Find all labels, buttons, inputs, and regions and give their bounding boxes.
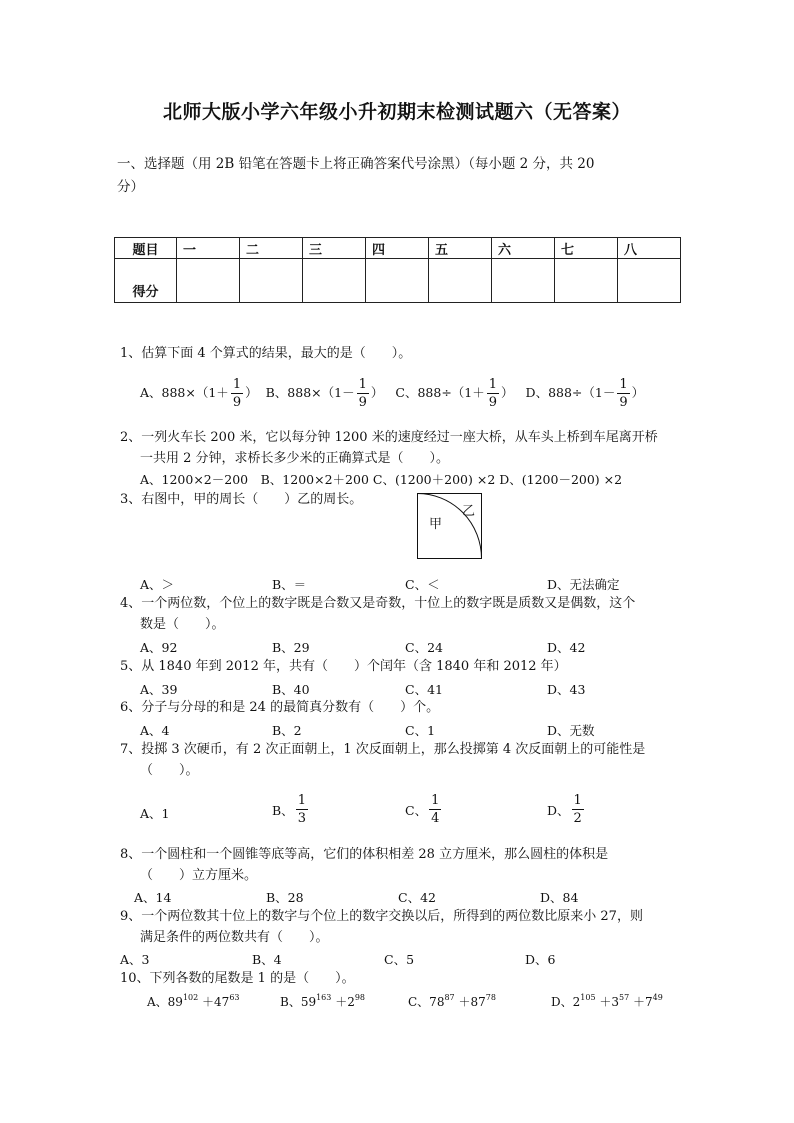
question-9-line1: 9、一个两位数其十位上的数字与个位上的数字交换以后，所得到的两位数比原来小 27，则 [120,909,643,924]
q7-option-c: C、 $\frac{1}{4}$ [405,793,440,826]
figure-label-yi: 乙 [462,504,476,519]
q9-option-a: A、3 [120,952,150,967]
q10-option-b: B、$59^{163} +2^{98}$ [280,993,366,1009]
question-5-stem: 5、从 1840 年到 2012 年，共有（ ）个闰年（含 1840 年和 2012 年） [120,659,567,674]
fraction: $\frac{1}{9}$ [232,377,242,410]
q9-option-b: B、4 [252,952,282,967]
q3-option-b: B、＝ [272,577,307,592]
q10-option-a: A、$89^{102} +47^{63}$ [147,993,240,1009]
score-table-col: 七 [555,238,618,259]
q9-option-d: D、6 [525,952,556,967]
q9-option-c: C、5 [384,952,415,967]
question-10-stem: 10、下列各数的尾数是 1 的是（ ）。 [120,971,355,986]
score-cell[interactable] [303,259,366,303]
score-table-score-row [115,259,681,303]
perimeter-figure [417,493,482,559]
q7-option-b: B、 $\frac{1}{3}$ [272,793,306,826]
score-table-header-row [115,238,681,259]
q6-option-a: A、4 [140,723,170,738]
q5-option-a: A、39 [140,682,178,697]
q6-option-b: B、2 [272,723,302,738]
q6-option-d: D、无数 [547,723,595,738]
question-2-options: A、1200×2－200 B、1200×2＋200 C、(1200＋200) ×2 D、(1200－200) ×2 [140,472,623,487]
score-table-col: 二 [240,238,303,259]
question-4-line2: 数是（ ）。 [140,617,225,632]
fraction: $\frac{1}{9}$ [619,377,628,410]
q8-option-b: B、28 [266,890,304,905]
fraction: $\frac{1}{3}$ [297,793,306,826]
section-heading-line2: 分） [117,179,144,195]
question-2-line2: 一共用 2 分钟，求桥长多少米的正确算式是（ ）。 [140,451,450,466]
question-1-options [140,378,644,409]
fraction: $\frac{1}{4}$ [431,793,440,826]
question-1-stem: 1、估算下面 4 个算式的结果，最大的是（ ）。 [120,346,412,361]
section-heading-line1: 一、选择题（用 2B 铅笔在答题卡上将正确答案代号涂黑）（每小题 2 分，共 20 [117,156,595,172]
q3-option-d: D、无法确定 [547,577,620,592]
question-4-line1: 4、一个两位数，个位上的数字既是合数又是奇数，十位上的数字既是质数又是偶数，这个 [120,596,636,611]
q7-option-d: D、 $\frac{1}{2}$ [547,793,582,826]
q10-option-d: D、$2^{105} +3^{57} +7^{49}$ [551,993,663,1009]
q4-option-b: B、29 [272,640,310,655]
q10-option-c: C、$78^{87} +87^{78}$ [408,993,496,1009]
score-table-row-label: 得分 [115,259,177,303]
q5-option-c: C、41 [405,682,443,697]
score-cell[interactable] [177,259,240,303]
question-9-line2: 满足条件的两位数共有（ ）。 [140,930,329,945]
question-8-line1: 8、一个圆柱和一个圆锥等底等高，它们的体积相差 28 立方厘米，那么圆柱的体积是 [120,847,609,862]
q3-option-a: A、＞ [140,577,175,592]
score-table [114,237,681,303]
question-3-stem: 3、右图中，甲的周长（ ）乙的周长。 [120,492,363,507]
q4-option-d: D、42 [547,640,586,655]
score-cell[interactable] [555,259,618,303]
score-table-col: 六 [492,238,555,259]
q1-option-c: C、888÷（1＋ $\frac{1}{9}$ ） [395,377,514,410]
score-cell[interactable] [618,259,681,303]
q7-option-a: A、1 [140,806,170,821]
figure-label-jia: 甲 [429,517,443,532]
score-cell[interactable] [492,259,555,303]
score-table-col: 八 [618,238,681,259]
score-table-row-label: 题目 [115,238,177,259]
q4-option-c: C、24 [405,640,443,655]
q6-option-c: C、1 [405,723,436,738]
score-cell[interactable] [240,259,303,303]
score-table-col: 五 [429,238,492,259]
score-cell[interactable] [366,259,429,303]
fraction: $\frac{1}{2}$ [573,793,582,826]
q1-option-d: D、888÷（1－ $\frac{1}{9}$ ） [525,377,645,410]
score-table-col: 三 [303,238,366,259]
score-table-col: 四 [366,238,429,259]
q5-option-d: D、43 [547,682,586,697]
q3-option-c: C、＜ [405,577,440,592]
q8-option-a: A、14 [134,890,172,905]
q8-option-d: D、84 [540,890,579,905]
score-table-col: 一 [177,238,240,259]
page-title: 北师大版小学六年级小升初期末检测试题六（无答案） [162,101,631,123]
question-7-line1: 7、投掷 3 次硬币，有 2 次正面朝上，1 次反面朝上，那么投掷第 4 次反面朝上的可能性是 [120,742,646,757]
fraction: $\frac{1}{9}$ [358,377,367,410]
question-6-stem: 6、分子与分母的和是 24 的最简真分数有（ ）个。 [120,700,440,715]
q4-option-a: A、92 [140,640,178,655]
question-7-line2: （ ）。 [140,763,199,778]
question-8-line2: （ ）立方厘米。 [140,868,258,883]
q5-option-b: B、40 [272,682,310,697]
score-cell[interactable] [429,259,492,303]
q8-option-c: C、42 [398,890,436,905]
q1-option-b: B、888×（1－ $\frac{1}{9}$ ） [265,377,384,410]
fraction: $\frac{1}{9}$ [488,377,498,410]
q1-option-a: A、888×（1＋ $\frac{1}{9}$ ） [140,377,258,410]
question-2-line1: 2、一列火车长 200 米，它以每分钟 1200 米的速度经过一座大桥，从车头上桥到车尾离开桥 [120,430,658,445]
